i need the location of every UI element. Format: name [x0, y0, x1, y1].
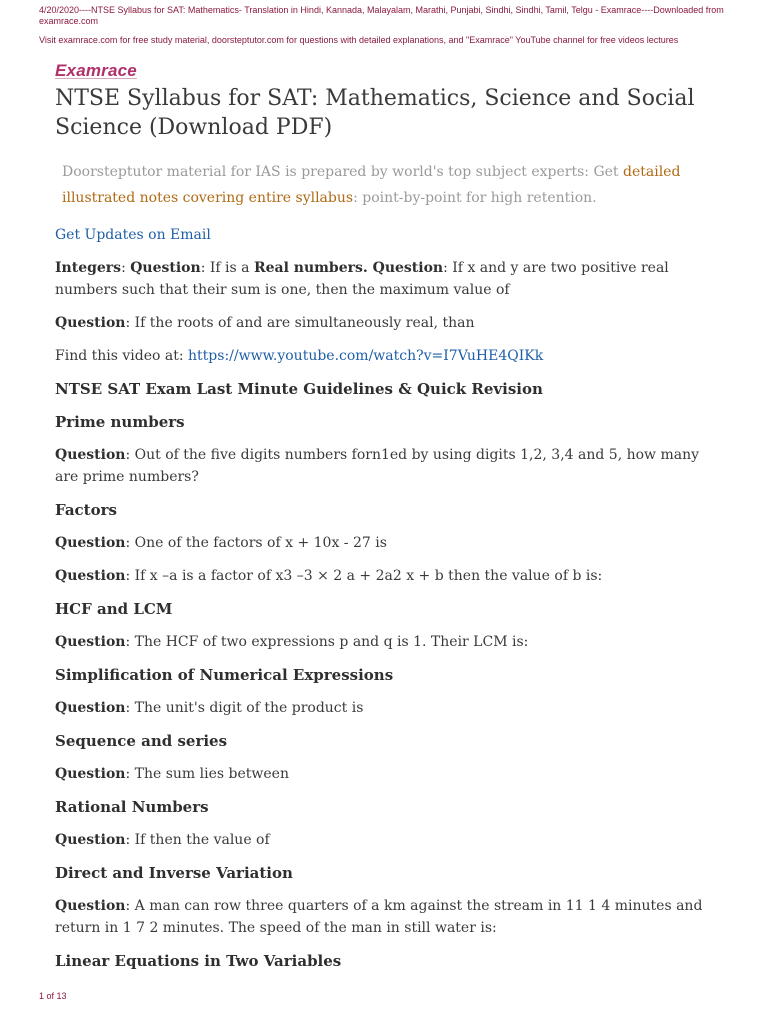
question-text: : The sum lies between [125, 766, 289, 782]
question-text: : One of the factors of x + 10x - 27 is [125, 535, 387, 551]
video-paragraph [55, 345, 707, 367]
question-label: Question [55, 315, 126, 331]
question-paragraph [55, 829, 707, 851]
question-paragraph [55, 631, 707, 653]
question-label: Question [55, 832, 126, 848]
promo-suffix: : point-by-point for high retention. [353, 190, 597, 206]
question-text: : If is a [200, 260, 254, 276]
integers-label: Integers [55, 260, 122, 276]
question-label: Question [55, 766, 126, 782]
question-text: : If the roots of and are simultaneously real, than [125, 315, 475, 331]
question-label: Question [55, 634, 126, 650]
page-number: 1 of 13 [39, 991, 67, 1001]
question-label: Question [55, 447, 126, 463]
question-label: Question [55, 700, 126, 716]
question-paragraph [55, 312, 707, 334]
section-heading: Rational Numbers [55, 798, 209, 816]
section-heading: NTSE SAT Exam Last Minute Guidelines & Quick Revision [55, 380, 543, 398]
question-text: : If then the value of [125, 832, 270, 848]
section-heading: HCF and LCM [55, 600, 173, 618]
question-label: Question [55, 535, 126, 551]
header-promo-line: Visit examrace.com for free study material, doorsteptutor.com for questions with detailed explanations, and "Examrace" YouTube channel for free videos lectures [39, 35, 679, 45]
section-heading: Simplification of Numerical Expressions [55, 666, 394, 684]
section-heading: Sequence and series [55, 732, 228, 750]
separator: : [121, 260, 131, 276]
question-label: Question [55, 568, 126, 584]
question-paragraph [55, 532, 707, 554]
question-label: Question [55, 898, 126, 914]
section-heading: Factors [55, 501, 117, 519]
question-text: : The HCF of two expressions p and q is 1. Their LCM is: [125, 634, 529, 650]
question-text: : The unit's digit of the product is [125, 700, 364, 716]
question-paragraph [55, 697, 707, 719]
question-text: : Out of the five digits numbers forn1ed by using digits 1,2, 3,4 and 5, how many are prime numbers? [55, 447, 700, 485]
question-paragraph [55, 444, 707, 488]
section-heading: Direct and Inverse Variation [55, 864, 293, 882]
question-text: : A man can row three quarters of a km against the stream in 11 1 4 minutes and return in 1 7 2 minutes. The speed of the man in still water is: [55, 898, 703, 936]
promo-note [62, 159, 702, 211]
section-heading: Prime numbers [55, 413, 185, 431]
section-heading: Linear Equations in Two Variables [55, 952, 342, 970]
get-updates-link[interactable]: Get Updates on Email [55, 227, 211, 243]
promo-notes-link[interactable]: detailed illustrated notes covering entire syllabus [62, 164, 681, 206]
integers-paragraph [55, 257, 707, 301]
article-body [55, 224, 707, 983]
question-label: Question [130, 260, 201, 276]
pdf-print-header [39, 5, 739, 46]
question-paragraph [55, 895, 707, 939]
question-paragraph [55, 763, 707, 785]
question-text: : If x –a is a factor of x3 –3 × 2 a + 2a2 x + b then the value of b is: [125, 568, 603, 584]
real-numbers-label: Real numbers. Question [253, 260, 444, 276]
video-prefix: Find this video at: [55, 348, 189, 364]
page-title: NTSE Syllabus for SAT: Mathematics, Science and Social Science (Download PDF) [55, 86, 695, 140]
youtube-video-link[interactable]: https://www.youtube.com/watch?v=I7VuHE4QIKk [188, 348, 544, 364]
question-text: : If x and y are two positive real numbers such that their sum is one, then the maximum value of [55, 260, 669, 298]
examrace-logo[interactable]: Examrace [55, 61, 137, 80]
promo-prefix: Doorsteptutor material for IAS is prepared by world's top subject experts: Get [62, 164, 623, 180]
question-paragraph [55, 565, 707, 587]
header-title-line: 4/20/2020----NTSE Syllabus for SAT: Mathematics- Translation in Hindi, Kannada, Malayalam, Marathi, Punjabi, Sindhi, Sindhi, Tamil, Telgu - Examrace----Downloaded from examrace.com [39, 5, 724, 26]
